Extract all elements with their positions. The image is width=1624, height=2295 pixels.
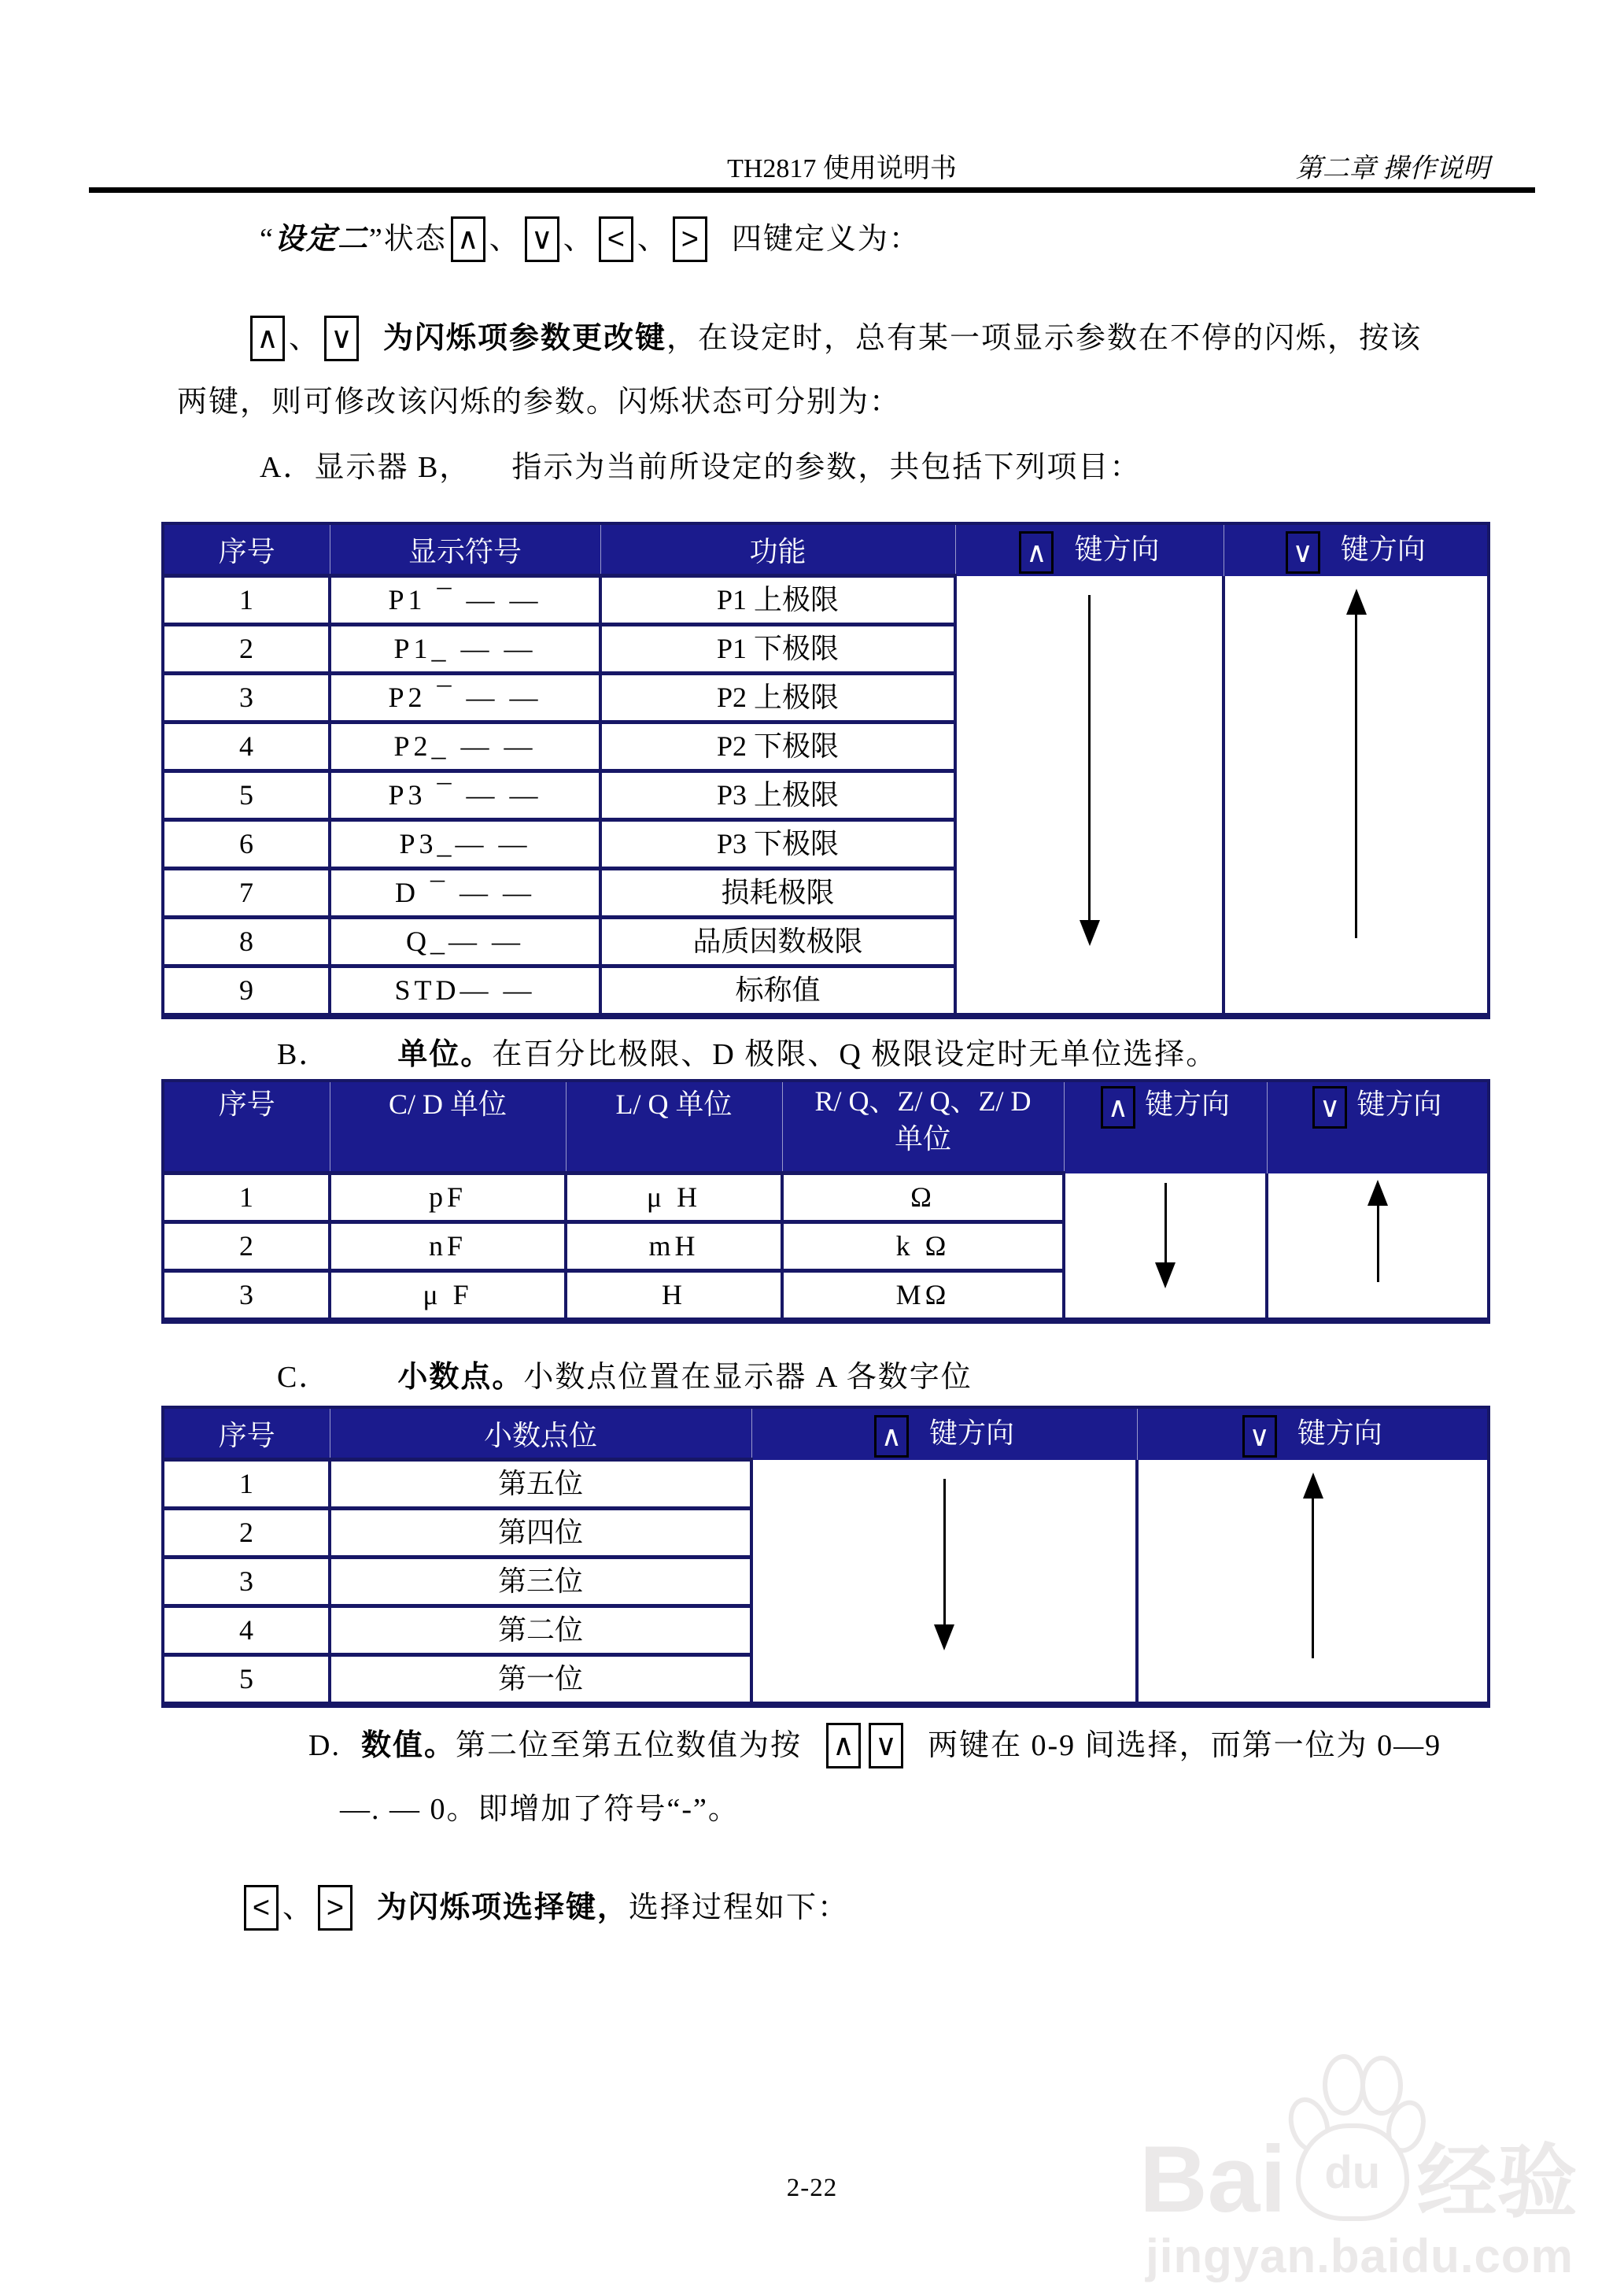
header-cell-up-key (955, 523, 1224, 576)
watermark-url: jingyan.baidu.com (1146, 2230, 1574, 2282)
down-key-direction-cell (1137, 1460, 1489, 1706)
section-d-line1a: 第二位至第五位数值为按 (455, 1729, 802, 1762)
header-cell-no: 序号 (163, 1081, 330, 1173)
cell-rz-unit: Ω (782, 1173, 1064, 1222)
cell-func: 损耗极限 (600, 869, 955, 918)
table-row (163, 576, 1489, 625)
intro-tail: 四键定义为： (731, 223, 921, 256)
up-key-direction-label: 键方向 (928, 1417, 1014, 1449)
table-header-row (163, 1407, 1489, 1460)
intro-line (260, 214, 921, 267)
cell-no: 4 (163, 722, 330, 771)
up-key-direction-cell (955, 576, 1224, 1017)
cell-no: 2 (163, 1222, 330, 1271)
header-cell-no: 序号 (163, 1407, 330, 1460)
updown-keys-paragraph (177, 313, 1422, 427)
section-b-line (277, 1029, 1217, 1080)
cell-func: P3 下极限 (600, 820, 955, 869)
cell-lq-unit: μ H (566, 1173, 782, 1222)
cell-no: 5 (163, 1655, 330, 1706)
cell-symbol: Q_— — (330, 918, 600, 966)
table-row (163, 1173, 1489, 1222)
header-cell-symbol: 显示符号 (330, 523, 600, 576)
down-key-icon: ∨ (1242, 1415, 1277, 1458)
line1-rest: ，在设定时，总有某一项显示参数在不停的闪烁，按该 (666, 322, 1423, 355)
up-key-direction-label: 键方向 (1144, 1088, 1230, 1120)
section-b-bold: 单位。 (397, 1038, 493, 1071)
cell-symbol: STD— — (330, 966, 600, 1017)
cell-no: 1 (163, 1460, 330, 1509)
cell-no: 1 (163, 576, 330, 625)
up-key-direction-cell (1064, 1173, 1267, 1321)
right-key-icon: > (673, 216, 707, 262)
cell-position: 第三位 (330, 1558, 751, 1606)
cell-position: 第二位 (330, 1606, 751, 1655)
watermark-du-text: du (1324, 2146, 1381, 2198)
down-key-direction-label: 键方向 (1297, 1417, 1382, 1449)
cell-func: P3 上极限 (600, 771, 955, 820)
section-a-part2: 指示为当前所设定的参数，共包括下列项目： (511, 451, 1142, 484)
header-cell-down-key (1224, 523, 1489, 576)
cell-no: 3 (163, 1271, 330, 1321)
down-key-icon: ∨ (1312, 1086, 1347, 1129)
cell-cd-unit: nF (330, 1222, 566, 1271)
section-d-bold: 数值。 (360, 1729, 456, 1762)
up-key-icon: ∧ (874, 1415, 909, 1458)
header-cell-lq-unit: L/ Q 单位 (566, 1081, 782, 1173)
header-cell-down-key (1267, 1081, 1489, 1173)
cell-symbol: P1_ — — (330, 625, 600, 674)
header-cell-cd-unit: C/ D 单位 (330, 1081, 566, 1173)
rz-unit-line1: R/ Q、Z/ Q、Z/ D (814, 1085, 1032, 1117)
down-key-direction-label: 键方向 (1340, 533, 1426, 565)
watermark-bai-text: Bai (1139, 2127, 1286, 2232)
decimal-point-table (161, 1406, 1490, 1708)
bold-key-function: 为闪烁项参数更改键 (383, 322, 667, 355)
cell-symbol: D ¯ — — (330, 869, 600, 918)
down-arrow-icon (957, 576, 1222, 979)
final-line-text: 选择过程如下： (629, 1891, 850, 1924)
cell-rz-unit: MΩ (782, 1271, 1064, 1321)
intro-after-term: 状态 (383, 223, 447, 256)
header-cell-func: 功能 (600, 523, 955, 576)
cell-func: 品质因数极限 (600, 918, 955, 966)
cell-symbol: P3_— — (330, 820, 600, 869)
mode-name: 设定二 (274, 223, 369, 256)
watermark-jingyan-text: 经验 (1416, 2139, 1578, 2228)
up-key-icon: ∧ (1019, 531, 1054, 574)
cell-symbol: P1 ¯ — — (330, 576, 600, 625)
section-d-line-2: —. — 0。即增加了符号“-”。 (340, 1793, 740, 1827)
running-header (89, 146, 1535, 184)
leftright-keys-line (240, 1883, 849, 1935)
down-key-direction-cell (1224, 576, 1489, 1017)
up-key-icon: ∧ (1101, 1086, 1135, 1129)
units-table (161, 1079, 1490, 1324)
section-c-label: C． (277, 1361, 330, 1394)
down-key-direction-cell (1267, 1173, 1489, 1321)
section-d-label: D. (308, 1729, 341, 1762)
left-key-icon: < (599, 216, 633, 262)
down-arrow-icon (1065, 1173, 1265, 1306)
cell-rz-unit: k Ω (782, 1222, 1064, 1271)
section-d-paragraph (308, 1720, 1441, 1835)
left-key-icon: < (244, 1885, 279, 1931)
table-header-row (163, 523, 1489, 576)
separator: 、 (282, 1891, 315, 1924)
section-c-bold: 小数点。 (397, 1361, 524, 1394)
section-a-part1: 显示器 B， (314, 451, 471, 484)
section-b-text: 在百分比极限、D 极限、Q 极限设定时无单位选择。 (492, 1038, 1218, 1071)
cell-no: 2 (163, 1509, 330, 1558)
cell-symbol: P2_ — — (330, 722, 600, 771)
cell-func: P2 下极限 (600, 722, 955, 771)
table-header-row (163, 1081, 1489, 1173)
up-arrow-icon (1225, 576, 1487, 979)
header-cell-up-key (751, 1407, 1137, 1460)
quote-close: ” (368, 223, 384, 256)
header-cell-rz-unit (782, 1081, 1064, 1173)
cell-func: P2 上极限 (600, 674, 955, 722)
header-cell-no: 序号 (163, 523, 330, 576)
down-key-icon: ∨ (869, 1723, 903, 1768)
display-items-table (161, 522, 1490, 1019)
up-arrow-icon (1268, 1173, 1487, 1306)
separator: 、 (637, 223, 669, 256)
down-key-direction-label: 键方向 (1356, 1088, 1442, 1120)
cell-no: 8 (163, 918, 330, 966)
cell-no: 5 (163, 771, 330, 820)
cell-no: 2 (163, 625, 330, 674)
down-key-icon: ∨ (525, 216, 559, 262)
down-key-icon: ∨ (1286, 531, 1320, 574)
cell-symbol: P3 ¯ — — (330, 771, 600, 820)
section-c-text: 小数点位置在显示器 A 各数字位 (523, 1361, 973, 1394)
section-a-line (260, 442, 1141, 493)
cell-no: 6 (163, 820, 330, 869)
right-key-icon: > (318, 1885, 352, 1931)
paragraph-line-2: 两键，则可修改该闪烁的参数。闪烁状态可分别为： (177, 386, 902, 419)
cell-position: 第五位 (330, 1460, 751, 1509)
chapter-title: 第二章 操作说明 (1295, 154, 1489, 183)
separator: 、 (289, 322, 321, 355)
document-title: TH2817 使用说明书 (727, 154, 957, 183)
cell-no: 1 (163, 1173, 330, 1222)
up-key-icon: ∧ (250, 316, 285, 361)
cell-no: 4 (163, 1606, 330, 1655)
quote-open: “ (260, 223, 275, 256)
baidu-jingyan-watermark (1139, 2045, 1580, 2283)
section-d-line1b: 两键在 0-9 间选择，而第一位为 0—9 (927, 1729, 1442, 1762)
table-row (163, 1460, 1489, 1509)
separator: 、 (563, 223, 595, 256)
down-key-icon: ∨ (324, 316, 359, 361)
section-d-line-1 (308, 1720, 1441, 1773)
section-c-line (277, 1352, 973, 1402)
bold-key-function: 为闪烁项选择键， (377, 1891, 629, 1924)
up-key-icon: ∧ (451, 216, 485, 262)
cell-no: 9 (163, 966, 330, 1017)
header-cell-up-key (1064, 1081, 1267, 1173)
cell-cd-unit: μ F (330, 1271, 566, 1321)
header-rule (89, 187, 1535, 193)
cell-no: 3 (163, 1558, 330, 1606)
down-arrow-icon (753, 1460, 1135, 1680)
up-arrow-icon (1139, 1460, 1487, 1680)
cell-no: 3 (163, 674, 330, 722)
cell-symbol: P2 ¯ — — (330, 674, 600, 722)
header-cell-position: 小数点位 (330, 1407, 751, 1460)
paragraph-line-1 (177, 313, 1422, 366)
cell-lq-unit: H (566, 1271, 782, 1321)
section-b-label: B． (277, 1038, 330, 1071)
cell-func: P1 下极限 (600, 625, 955, 674)
cell-position: 第四位 (330, 1509, 751, 1558)
section-a-label: A． (260, 451, 315, 484)
rz-unit-line2: 单位 (894, 1123, 951, 1155)
cell-cd-unit: pF (330, 1173, 566, 1222)
cell-func: 标称值 (600, 966, 955, 1017)
header-cell-down-key (1137, 1407, 1489, 1460)
cell-func: P1 上极限 (600, 576, 955, 625)
cell-no: 7 (163, 869, 330, 918)
separator: 、 (489, 223, 521, 256)
up-key-direction-cell (751, 1460, 1137, 1706)
cell-position: 第一位 (330, 1655, 751, 1706)
up-key-direction-label: 键方向 (1074, 533, 1160, 565)
up-key-icon: ∧ (826, 1723, 861, 1768)
cell-lq-unit: mH (566, 1222, 782, 1271)
page-number: 2-22 (786, 2174, 838, 2202)
